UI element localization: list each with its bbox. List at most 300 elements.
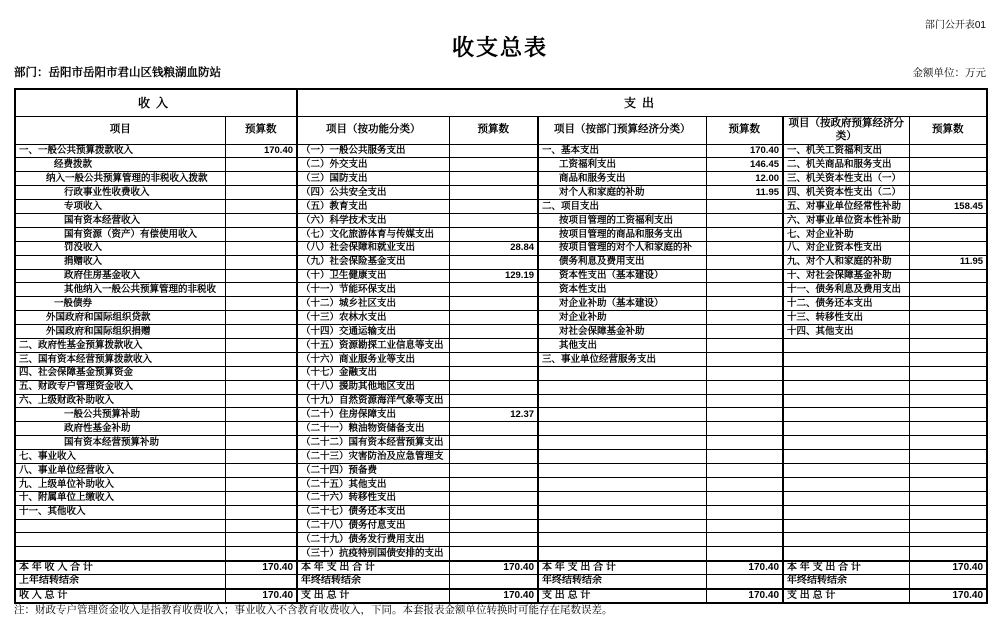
item-value-cell (909, 450, 987, 464)
item-label-cell: 对社会保障基金补助 (538, 325, 706, 339)
item-label-cell (783, 408, 909, 422)
item-value-cell (449, 422, 538, 436)
item-value-cell (449, 519, 538, 533)
item-label-cell: 三、国有资本经营预算拨款收入 (15, 352, 225, 366)
total-value-cell: 170.40 (449, 589, 538, 603)
item-value-cell (225, 463, 297, 477)
item-label-cell (783, 463, 909, 477)
item-value-cell (449, 380, 538, 394)
item-value-cell (225, 325, 297, 339)
item-value-cell (225, 408, 297, 422)
item-value-cell (225, 172, 297, 186)
total-label-cell: 上年结转结余 (15, 575, 225, 589)
item-label-cell (783, 477, 909, 491)
item-label-cell: 资本性支出（基本建设） (538, 269, 706, 283)
item-label-cell: （七）文化旅游体育与传媒支出 (297, 227, 449, 241)
table-row (15, 325, 987, 339)
item-value-cell (225, 547, 297, 561)
item-label-cell: （十四）交通运输支出 (297, 325, 449, 339)
item-label-cell (783, 338, 909, 352)
total-value-cell (449, 575, 538, 589)
item-value-cell: 170.40 (225, 144, 297, 158)
item-value-cell (909, 477, 987, 491)
col-header-income-item: 项目 (15, 116, 225, 144)
item-label-cell (783, 352, 909, 366)
item-label-cell (538, 547, 706, 561)
table-row (15, 450, 987, 464)
item-label-cell (783, 450, 909, 464)
item-value-cell (225, 186, 297, 200)
item-label-cell: （十八）援助其他地区支出 (297, 380, 449, 394)
item-label-cell (538, 366, 706, 380)
item-value-cell (706, 477, 783, 491)
item-label-cell: （四）公共安全支出 (297, 186, 449, 200)
item-value-cell (909, 269, 987, 283)
item-value-cell (706, 213, 783, 227)
item-value-cell (706, 408, 783, 422)
item-value-cell (449, 283, 538, 297)
item-value-cell (706, 547, 783, 561)
item-value-cell (225, 213, 297, 227)
total-label-cell: 支 出 总 计 (297, 589, 449, 603)
item-value-cell (706, 283, 783, 297)
item-value-cell (909, 533, 987, 547)
item-label-cell: （一）一般公共服务支出 (297, 144, 449, 158)
table-row (15, 547, 987, 561)
item-value-cell (909, 213, 987, 227)
item-value-cell (449, 213, 538, 227)
item-label-cell: 十、附属单位上缴收入 (15, 491, 225, 505)
item-value-cell (706, 505, 783, 519)
item-value-cell (449, 186, 538, 200)
item-value-cell (449, 450, 538, 464)
item-value-cell (225, 394, 297, 408)
item-label-cell: （二十三）灾害防治及应急管理支 (297, 450, 449, 464)
item-label-cell (783, 436, 909, 450)
item-label-cell: 一般债券 (15, 297, 225, 311)
item-value-cell (706, 269, 783, 283)
item-value-cell (909, 380, 987, 394)
item-value-cell (909, 283, 987, 297)
total-value-cell: 170.40 (909, 561, 987, 575)
item-label-cell: （十七）金融支出 (297, 366, 449, 380)
item-value-cell (225, 422, 297, 436)
total-value-cell (225, 575, 297, 589)
item-label-cell: 债务利息及费用支出 (538, 255, 706, 269)
item-label-cell: 一、机关工资福利支出 (783, 144, 909, 158)
item-label-cell: 按项目管理的商品和服务支出 (538, 227, 706, 241)
item-label-cell (538, 505, 706, 519)
table-row (15, 213, 987, 227)
item-value-cell (225, 491, 297, 505)
item-value-cell (449, 366, 538, 380)
item-label-cell (538, 450, 706, 464)
item-label-cell (783, 519, 909, 533)
item-value-cell (706, 366, 783, 380)
item-label-cell: 七、对企业补助 (783, 227, 909, 241)
item-label-cell: 按项目管理的工资福利支出 (538, 213, 706, 227)
table-row (15, 338, 987, 352)
item-label-cell (783, 491, 909, 505)
item-label-cell: （二十一）粮油物资储备支出 (297, 422, 449, 436)
item-label-cell: 行政事业性收费收入 (15, 186, 225, 200)
total-row (15, 561, 987, 575)
item-value-cell (706, 311, 783, 325)
item-label-cell: 资本性支出 (538, 283, 706, 297)
col-header-dept-econ-item: 项目（按部门预算经济分类） (538, 116, 706, 144)
item-value-cell (909, 519, 987, 533)
item-value-cell: 170.40 (706, 144, 783, 158)
table-row (15, 158, 987, 172)
table-row (15, 283, 987, 297)
footnote: 注：财政专户管理资金收入是指教育收费收入；事业收入不含教育收费收入，下同。本套报表金额单位转换时可能存在尾数误差。 (14, 604, 613, 616)
total-value-cell: 170.40 (225, 561, 297, 575)
col-header-gov-econ-item: 项目（按政府预算经济分类） (783, 116, 909, 144)
item-value-cell (449, 394, 538, 408)
total-label-cell: 收 入 总 计 (15, 589, 225, 603)
item-label-cell: （二十四）预备费 (297, 463, 449, 477)
item-label-cell (538, 533, 706, 547)
item-label-cell: 按项目管理的对个人和家庭的补 (538, 241, 706, 255)
item-label-cell: （三）国防支出 (297, 172, 449, 186)
item-value-cell (449, 352, 538, 366)
item-value-cell (225, 533, 297, 547)
table-row (15, 269, 987, 283)
item-label-cell (783, 366, 909, 380)
table-row (15, 408, 987, 422)
table-row (15, 255, 987, 269)
item-value-cell (449, 200, 538, 214)
item-value-cell (706, 394, 783, 408)
item-label-cell: 罚没收入 (15, 241, 225, 255)
item-label-cell: 二、项目支出 (538, 200, 706, 214)
table-row (15, 463, 987, 477)
item-label-cell: 十三、转移性支出 (783, 311, 909, 325)
item-value-cell (706, 519, 783, 533)
table-row (15, 144, 987, 158)
item-value-cell (706, 436, 783, 450)
item-label-cell (538, 408, 706, 422)
item-label-cell: 六、上级财政补助收入 (15, 394, 225, 408)
item-label-cell: （五）教育支出 (297, 200, 449, 214)
item-value-cell (225, 297, 297, 311)
total-label-cell: 本 年 支 出 合 计 (783, 561, 909, 575)
item-label-cell (538, 436, 706, 450)
item-value-cell (225, 227, 297, 241)
item-value-cell (909, 186, 987, 200)
item-value-cell (449, 297, 538, 311)
item-label-cell: 三、事业单位经营服务支出 (538, 352, 706, 366)
item-label-cell: （二十六）转移性支出 (297, 491, 449, 505)
item-label-cell: 其他支出 (538, 338, 706, 352)
item-value-cell (909, 436, 987, 450)
item-label-cell: 一般公共预算补助 (15, 408, 225, 422)
item-label-cell (783, 394, 909, 408)
table-row (15, 311, 987, 325)
total-value-cell (706, 575, 783, 589)
total-row (15, 575, 987, 589)
item-label-cell: 政府性基金补助 (15, 422, 225, 436)
item-label-cell: （二十）住房保障支出 (297, 408, 449, 422)
item-label-cell: 工资福利支出 (538, 158, 706, 172)
item-value-cell (909, 325, 987, 339)
item-value-cell (909, 505, 987, 519)
item-value-cell: 28.84 (449, 241, 538, 255)
item-value-cell (449, 325, 538, 339)
item-label-cell: （二十二）国有资本经营预算支出 (297, 436, 449, 450)
item-value-cell (449, 533, 538, 547)
total-label-cell: 本 年 收 入 合 计 (15, 561, 225, 575)
item-value-cell (449, 505, 538, 519)
total-value-cell: 170.40 (909, 589, 987, 603)
col-header-func-item: 项目（按功能分类） (297, 116, 449, 144)
total-row (15, 589, 987, 603)
table-row (15, 533, 987, 547)
item-label-cell: （八）社会保障和就业支出 (297, 241, 449, 255)
item-value-cell (706, 491, 783, 505)
item-value-cell (225, 283, 297, 297)
item-label-cell: 四、社会保障基金预算资金 (15, 366, 225, 380)
total-value-cell (909, 575, 987, 589)
total-label-cell: 年终结转结余 (783, 575, 909, 589)
item-label-cell: 外国政府和国际组织贷款 (15, 311, 225, 325)
item-label-cell (783, 505, 909, 519)
item-value-cell (706, 325, 783, 339)
col-header-func-budget: 预算数 (449, 116, 538, 144)
item-value-cell (225, 352, 297, 366)
item-value-cell (909, 172, 987, 186)
item-value-cell (225, 505, 297, 519)
item-value-cell (706, 422, 783, 436)
item-label-cell: （二十九）债务发行费用支出 (297, 533, 449, 547)
table-head (15, 89, 987, 144)
item-label-cell (538, 463, 706, 477)
item-value-cell (909, 547, 987, 561)
group-header-row (15, 89, 987, 116)
item-label-cell: 四、机关资本性支出（二） (783, 186, 909, 200)
table-row (15, 436, 987, 450)
item-label-cell (538, 477, 706, 491)
table-row (15, 352, 987, 366)
item-value-cell (449, 477, 538, 491)
item-value-cell: 11.95 (909, 255, 987, 269)
item-value-cell (449, 144, 538, 158)
item-value-cell (909, 338, 987, 352)
total-label-cell: 年终结转结余 (297, 575, 449, 589)
item-label-cell: （二）外交支出 (297, 158, 449, 172)
item-label-cell (538, 422, 706, 436)
col-header-dept-econ-budget: 预算数 (706, 116, 783, 144)
item-label-cell: 纳入一般公共预算管理的非税收入拨款 (15, 172, 225, 186)
item-label-cell: 十四、其他支出 (783, 325, 909, 339)
item-label-cell: 九、对个人和家庭的补助 (783, 255, 909, 269)
meta-line (14, 64, 986, 80)
item-label-cell: 十二、债务还本支出 (783, 297, 909, 311)
item-value-cell (225, 366, 297, 380)
department-label: 部门：岳阳市岳阳市君山区钱粮湖血防站 (14, 67, 221, 79)
item-value-cell: 146.45 (706, 158, 783, 172)
item-value-cell (909, 366, 987, 380)
item-value-cell (449, 255, 538, 269)
item-label-cell: （十二）城乡社区支出 (297, 297, 449, 311)
item-value-cell (225, 311, 297, 325)
item-label-cell: （二十八）债务付息支出 (297, 519, 449, 533)
item-value-cell (225, 519, 297, 533)
item-value-cell (706, 241, 783, 255)
item-value-cell (909, 491, 987, 505)
table-row (15, 227, 987, 241)
item-label-cell: （十一）节能环保支出 (297, 283, 449, 297)
item-label-cell: 对个人和家庭的补助 (538, 186, 706, 200)
expense-group-header: 支出 (297, 89, 987, 116)
item-value-cell (706, 227, 783, 241)
table-row (15, 491, 987, 505)
item-value-cell (909, 463, 987, 477)
item-value-cell (706, 200, 783, 214)
table-row (15, 380, 987, 394)
item-label-cell: 对企业补助（基本建设） (538, 297, 706, 311)
item-label-cell: 十一、其他收入 (15, 505, 225, 519)
item-value-cell (449, 463, 538, 477)
item-label-cell: 八、对企业资本性支出 (783, 241, 909, 255)
item-label-cell (783, 547, 909, 561)
item-value-cell (225, 338, 297, 352)
item-value-cell (225, 450, 297, 464)
table-row (15, 200, 987, 214)
item-value-cell (706, 380, 783, 394)
item-label-cell: 捐赠收入 (15, 255, 225, 269)
item-label-cell (783, 380, 909, 394)
item-label-cell: 十一、债务利息及费用支出 (783, 283, 909, 297)
item-value-cell (449, 436, 538, 450)
item-label-cell: 国有资本经营收入 (15, 213, 225, 227)
table-row (15, 186, 987, 200)
item-value-cell (909, 144, 987, 158)
item-value-cell (706, 255, 783, 269)
item-value-cell (909, 241, 987, 255)
budget-summary-table (14, 88, 988, 604)
item-value-cell: 11.95 (706, 186, 783, 200)
item-label-cell: 政府住房基金收入 (15, 269, 225, 283)
table-row (15, 505, 987, 519)
table-row (15, 241, 987, 255)
item-label-cell (538, 519, 706, 533)
item-value-cell: 129.19 (449, 269, 538, 283)
table-row (15, 366, 987, 380)
item-value-cell (449, 227, 538, 241)
table-row (15, 477, 987, 491)
item-label-cell: （九）社会保险基金支出 (297, 255, 449, 269)
item-label-cell: （十三）农林水支出 (297, 311, 449, 325)
item-label-cell: 七、事业收入 (15, 450, 225, 464)
item-value-cell (225, 241, 297, 255)
item-value-cell: 158.45 (909, 200, 987, 214)
item-label-cell: 一、一般公共预算拨款收入 (15, 144, 225, 158)
item-label-cell: 九、上级单位补助收入 (15, 477, 225, 491)
item-label-cell: 三、机关资本性支出（一） (783, 172, 909, 186)
item-value-cell (225, 255, 297, 269)
item-label-cell (15, 519, 225, 533)
item-value-cell (449, 547, 538, 561)
item-value-cell (706, 338, 783, 352)
total-label-cell: 年终结转结余 (538, 575, 706, 589)
item-label-cell (783, 533, 909, 547)
item-value-cell (449, 338, 538, 352)
table-row (15, 297, 987, 311)
item-value-cell (449, 172, 538, 186)
item-value-cell (449, 158, 538, 172)
item-label-cell: 一、基本支出 (538, 144, 706, 158)
item-label-cell: 六、对事业单位资本性补助 (783, 213, 909, 227)
budget-table-body (15, 144, 987, 603)
item-value-cell (909, 422, 987, 436)
item-label-cell: 五、对事业单位经常性补助 (783, 200, 909, 214)
total-label-cell: 支 出 总 计 (783, 589, 909, 603)
item-value-cell (449, 491, 538, 505)
item-value-cell (706, 297, 783, 311)
page-title: 收支总表 (451, 35, 548, 60)
item-value-cell (225, 477, 297, 491)
col-header-gov-econ-budget: 预算数 (909, 116, 987, 144)
item-value-cell (909, 297, 987, 311)
item-label-cell: （二十五）其他支出 (297, 477, 449, 491)
item-label-cell: 五、财政专户管理资金收入 (15, 380, 225, 394)
item-value-cell (909, 394, 987, 408)
amount-unit-label: 金额单位：万元 (912, 67, 986, 79)
item-value-cell (909, 408, 987, 422)
item-value-cell (909, 311, 987, 325)
table-row (15, 519, 987, 533)
table-row (15, 172, 987, 186)
item-label-cell: （三十）抗疫特别国债安排的支出 (297, 547, 449, 561)
total-value-cell: 170.40 (706, 589, 783, 603)
col-header-income-budget: 预算数 (225, 116, 297, 144)
item-value-cell (706, 533, 783, 547)
table-row (15, 422, 987, 436)
table-row (15, 394, 987, 408)
item-value-cell: 12.00 (706, 172, 783, 186)
item-label-cell (15, 547, 225, 561)
item-label-cell: 其他纳入一般公共预算管理的非税收 (15, 283, 225, 297)
item-label-cell: 专项收入 (15, 200, 225, 214)
item-value-cell (225, 436, 297, 450)
item-value-cell (909, 227, 987, 241)
item-label-cell: 经费拨款 (15, 158, 225, 172)
item-label-cell: （十六）商业服务业等支出 (297, 352, 449, 366)
total-label-cell: 支 出 总 计 (538, 589, 706, 603)
total-value-cell: 170.40 (706, 561, 783, 575)
total-value-cell: 170.40 (449, 561, 538, 575)
item-value-cell (449, 311, 538, 325)
item-value-cell (225, 380, 297, 394)
item-label-cell (15, 533, 225, 547)
item-label-cell: （二十七）债务还本支出 (297, 505, 449, 519)
item-label-cell: 二、机关商品和服务支出 (783, 158, 909, 172)
item-label-cell: 国有资本经营预算补助 (15, 436, 225, 450)
item-label-cell: 外国政府和国际组织捐赠 (15, 325, 225, 339)
item-value-cell (225, 200, 297, 214)
item-value-cell (909, 352, 987, 366)
income-group-header: 收入 (15, 89, 297, 116)
item-value-cell (706, 352, 783, 366)
item-value-cell (706, 463, 783, 477)
item-label-cell (538, 394, 706, 408)
item-label-cell: 对企业补助 (538, 311, 706, 325)
item-value-cell: 12.37 (449, 408, 538, 422)
item-label-cell: 二、政府性基金预算拨款收入 (15, 338, 225, 352)
item-label-cell: 商品和服务支出 (538, 172, 706, 186)
item-value-cell (706, 450, 783, 464)
